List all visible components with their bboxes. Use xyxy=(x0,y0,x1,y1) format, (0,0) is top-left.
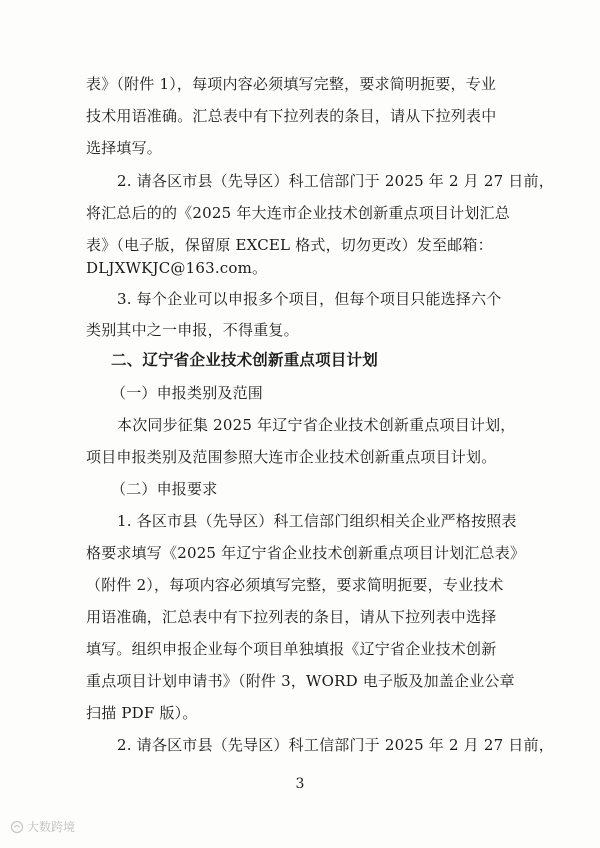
section-heading: 二、辽宁省企业技术创新重点项目计划 xyxy=(111,351,378,369)
logo-icon xyxy=(10,820,24,834)
body-line: 重点项目计划申请书》（附件 3，WORD 电子版及加盖企业公章 xyxy=(86,672,515,690)
body-line: 2. 请各区市县（先导区）科工信部门于 2025 年 2 月 27 日前， xyxy=(117,736,554,754)
body-line: 格要求填写《2025 年辽宁省企业技术创新重点项目计划汇总表》 xyxy=(86,544,526,562)
body-line: （附件 2），每项内容必须填写完整，要求简明扼要，专业技术 xyxy=(86,576,504,594)
body-line: 扫描 PDF 版）。 xyxy=(86,704,198,722)
body-line: 表》（电子版，保留原 EXCEL 格式，切勿更改）发至邮箱： xyxy=(86,236,493,254)
body-line: 表》（附件 1），每项内容必须填写完整，要求简明扼要，专业 xyxy=(86,75,497,93)
page-number: 3 xyxy=(295,776,305,792)
watermark xyxy=(10,818,75,835)
body-line: 填写。组织申报企业每个项目单独填报《辽宁省企业技术创新 xyxy=(86,640,497,658)
subsection-heading: （二）申报要求 xyxy=(111,480,218,498)
body-line: 项目申报类别及范围参照大连市企业技术创新重点项目计划。 xyxy=(86,448,497,466)
watermark-text: 大数跨境 xyxy=(27,820,76,834)
body-line: 1. 各区市县（先导区）科工信部门组织相关企业严格按照表 xyxy=(117,512,517,530)
body-line: 选择填写。 xyxy=(86,139,163,157)
email-address: DLJXWKJC@163.com。 xyxy=(86,259,268,277)
body-line: 将汇总后的的《2025 年大连市企业技术创新重点项目计划汇总 xyxy=(86,204,510,222)
body-line: 类别其中之一申报，不得重复。 xyxy=(86,321,299,339)
body-line: 用语准确，汇总表中有下拉列表的条目，请从下拉列表中选择 xyxy=(86,608,497,626)
body-line: 2. 请各区市县（先导区）科工信部门于 2025 年 2 月 27 日前， xyxy=(117,172,554,190)
body-line: 技术用语准确。汇总表中有下拉列表的条目，请从下拉列表中 xyxy=(86,107,497,125)
subsection-heading: （一）申报类别及范围 xyxy=(111,384,264,402)
body-line: 本次同步征集 2025 年辽宁省企业技术创新重点项目计划， xyxy=(117,416,516,434)
body-line: 3. 每个企业可以申报多个项目，但每个项目只能选择六个 xyxy=(117,290,502,308)
